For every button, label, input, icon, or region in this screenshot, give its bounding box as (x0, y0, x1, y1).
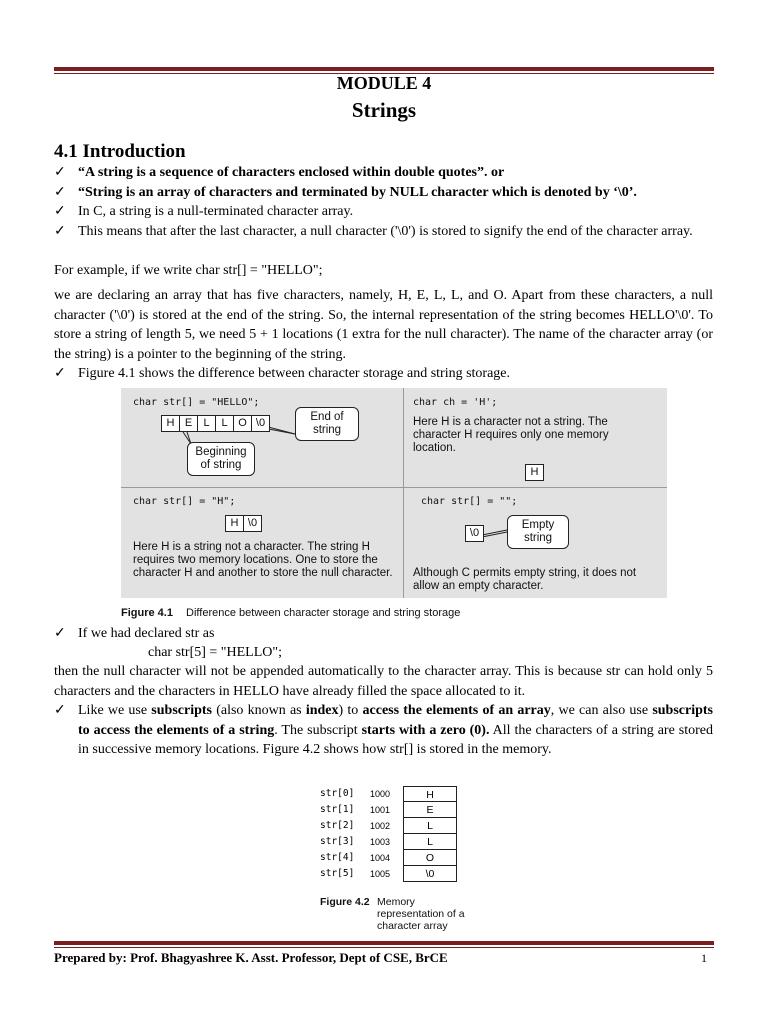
array-cell: L (215, 416, 233, 431)
figure-4-1-caption (121, 607, 460, 619)
panel-c-text: Here H is a string not a character. The string H requires two memory locations. One to store the character H and another to store the null character. (133, 541, 393, 579)
memory-cell: O (403, 850, 457, 866)
bullet-definition-2: ✓ “String is an array of characters and terminated by NULL character which is denoted by ‘\0’. (54, 183, 713, 203)
panel-a-cells (161, 415, 270, 432)
panel-b-cell (525, 464, 544, 481)
null-not-appended-paragraph: then the null character will not be appended automatically to the character array. This is because str can hold only 5 characters and the characters in HELLO have already filled the space allocated to it. (54, 664, 713, 699)
memory-cell: L (403, 818, 457, 834)
panel-a-code: char str[] = "HELLO"; (133, 397, 260, 408)
bullet-null-character: ✓ This means that after the last character, a null character ('\0') is stored to signify the end of the character array. (54, 222, 713, 242)
memory-row: str[4] 1004 O (320, 850, 460, 866)
memory-cell: E (403, 802, 457, 818)
panel-c-code: char str[] = "H"; (133, 496, 236, 507)
memory-row: str[0] 1000 H (320, 786, 460, 802)
panel-d-code: char str[] = ""; (421, 496, 518, 507)
memory-row: str[1] 1001 E (320, 802, 460, 818)
panel-b-text: Here H is a character not a string. The character H requires only one memory location. (413, 416, 609, 454)
panel-d-cell (465, 525, 484, 542)
array-cell: H (530, 466, 539, 478)
figure-label: Figure 4.2 (320, 896, 370, 908)
declaration-paragraph: we are declaring an array that has five characters, namely, H, E, L, L, and O. Apart from these characters, a null character ('\0') is stored at the end of the string. So, the internal representation of the string becomes HELLO'\0'. To store a string of length 5, we need 5 + 1 locations (1 extra for the null character). The name of the character array (or the string) is a pointer to the beginning of the string. (54, 288, 713, 362)
callout-empty-string: Empty string (507, 515, 569, 549)
array-cell: H (166, 417, 175, 429)
figure-4-2-caption (320, 896, 467, 932)
panel-b-code: char ch = 'H'; (413, 397, 498, 408)
array-cell: \0 (251, 416, 269, 431)
example-line: For example, if we write char str[] = "HELLO"; (54, 263, 323, 278)
array-cell: E (179, 416, 197, 431)
page-heading: Strings (351, 98, 417, 122)
declared-code-line: char str[5] = "HELLO"; (148, 645, 283, 660)
array-cell: L (197, 416, 215, 431)
panel-d-text: Although C permits empty string, it does not allow an empty character. (413, 567, 637, 592)
figure-caption-text: Memory representation of a character array (377, 896, 465, 932)
memory-cell: \0 (403, 866, 457, 882)
array-cell: \0 (469, 527, 480, 539)
array-cell: \0 (243, 516, 261, 531)
figure-character-vs-string-storage (121, 388, 667, 598)
array-cell: O (233, 416, 251, 431)
bullet-subscripts: ✓ Like we use subscripts (also known as index) to access the elements of an array, we can also use subscripts to access the elements of a string. The subscript starts with a zero (0). All the characters of a string are stored in successive memory locations. Figure 4.2 shows how str[] is stored in the memory. (54, 703, 713, 757)
checkmark-icon: ✓ (54, 366, 66, 381)
memory-row: str[5] 1005 \0 (320, 866, 460, 882)
checkmark-icon: ✓ (54, 204, 66, 219)
footer-rule (54, 941, 714, 948)
memory-cell: H (403, 786, 457, 802)
bullet-null-terminated: ✓ In C, a string is a null-terminated character array. (54, 202, 713, 222)
array-cell: H (230, 517, 239, 529)
bullet-figure-reference: ✓ Figure 4.1 shows the difference between character storage and string storage. (54, 364, 713, 384)
checkmark-icon: ✓ (54, 185, 66, 200)
checkmark-icon: ✓ (54, 224, 66, 239)
checkmark-icon: ✓ (54, 703, 66, 718)
callout-beginning-of-string: Beginning of string (187, 442, 255, 476)
module-title: MODULE 4 (336, 73, 432, 93)
panel-c-cells (225, 515, 262, 532)
section-title: 4.1 Introduction (54, 141, 186, 162)
page-number: 1 (701, 951, 707, 965)
checkmark-icon: ✓ (54, 165, 66, 180)
memory-row: str[2] 1002 L (320, 818, 460, 834)
memory-cell: L (403, 834, 457, 850)
memory-row: str[3] 1003 L (320, 834, 460, 850)
figure-label: Figure 4.1 (121, 607, 173, 619)
callout-end-of-string: End of string (295, 407, 359, 441)
bullet-definition-1: ✓ “A string is a sequence of characters enclosed within double quotes”. or (54, 163, 713, 183)
figure-caption-text: Difference between character storage and string storage (186, 607, 461, 619)
checkmark-icon: ✓ (54, 626, 66, 641)
footer-author: Prepared by: Prof. Bhagyashree K. Asst. Professor, Dept of CSE, BrCE (54, 950, 448, 965)
bullet-declared-str: ✓ If we had declared str as (54, 624, 713, 644)
